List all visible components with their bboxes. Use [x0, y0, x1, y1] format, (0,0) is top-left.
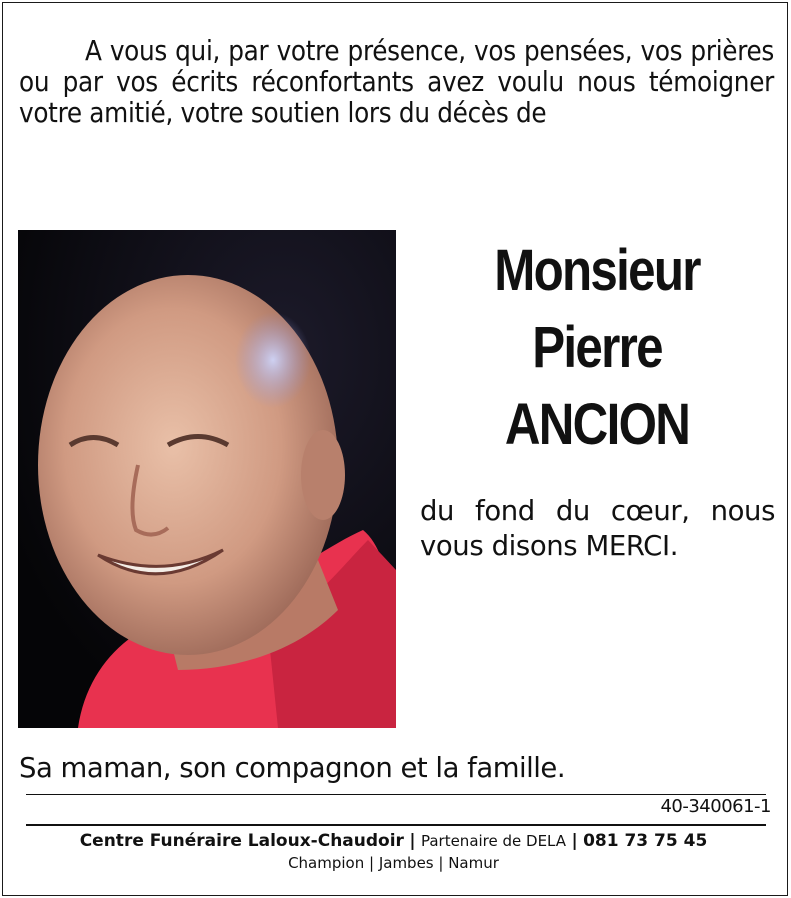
footer — [0, 831, 787, 872]
thanks-text: du fond du cœur, nous vous disons MERCI. — [420, 495, 775, 562]
reference-number: 40-340061-1 — [660, 796, 771, 817]
footer-locations: Champion | Jambes | Namur — [288, 854, 499, 872]
name-title: Monsieur — [494, 238, 700, 303]
name-first: Pierre — [532, 315, 662, 380]
reference-divider — [26, 794, 766, 795]
intro-paragraph: A vous qui, par votre présence, vos pensées, vos prières ou par vos écrits réconfortants avez voulu nous témoigner votre amitié, votre soutien lors du décès de — [19, 35, 774, 129]
funeral-home-name: Centre Funéraire Laloux-Chaudoir — [79, 831, 404, 851]
footer-divider — [26, 824, 766, 826]
footer-separator-1: | — [409, 831, 416, 851]
partner-text: Partenaire de DELA — [420, 832, 567, 850]
portrait-illustration — [18, 230, 396, 728]
phone-number: 081 73 75 45 — [583, 831, 708, 851]
name-last: ANCION — [504, 392, 690, 457]
deceased-name — [433, 232, 761, 463]
family-signature: Sa maman, son compagnon et la famille. — [19, 752, 566, 784]
portrait-photo — [18, 230, 396, 728]
footer-separator-2: | — [571, 831, 578, 851]
intro-text — [19, 36, 774, 129]
